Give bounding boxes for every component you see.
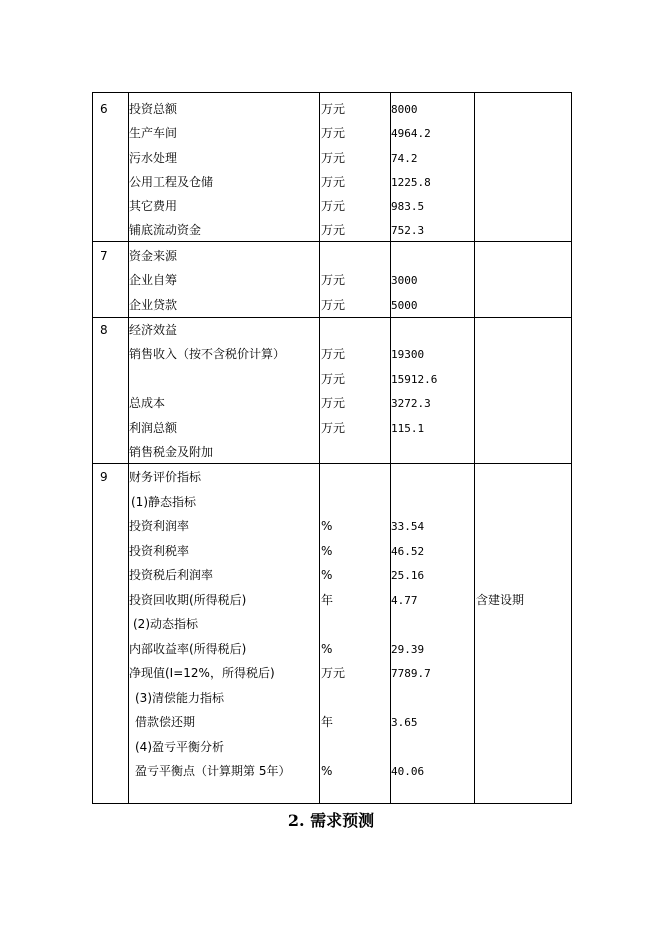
item-label: 财务评价指标 — [129, 470, 202, 484]
unit: 万元 — [321, 102, 346, 116]
unit: 万元 — [321, 421, 346, 435]
unit: 万元 — [321, 151, 346, 165]
item-label: 净现值(I=12%，所得税后) — [129, 666, 275, 680]
column-divider — [319, 93, 320, 803]
item-label: 投资利税率 — [129, 544, 190, 558]
value: 29.39 — [391, 643, 425, 656]
row-number: 8 — [100, 323, 108, 337]
value: 3272.3 — [391, 397, 431, 410]
value: 115.1 — [391, 422, 425, 435]
item-label: 企业贷款 — [129, 298, 178, 312]
item-label: 投资回收期(所得税后) — [129, 593, 247, 607]
unit: 万元 — [321, 298, 346, 312]
unit: % — [321, 519, 333, 533]
value: 3000 — [391, 274, 418, 287]
item-label: 公用工程及仓储 — [129, 175, 214, 189]
item-label: 生产车间 — [129, 126, 178, 140]
row-group-divider — [93, 463, 571, 464]
row-number: 9 — [100, 470, 108, 484]
item-label: (1)静态指标 — [131, 495, 196, 509]
item-label: (3)清偿能力指标 — [135, 691, 224, 705]
value: 8000 — [391, 103, 418, 116]
value: 19300 — [391, 348, 425, 361]
value: 1225.8 — [391, 176, 431, 189]
item-label: 投资总额 — [129, 102, 178, 116]
unit: 年 — [321, 593, 334, 607]
unit: 万元 — [321, 372, 346, 386]
value: 15912.6 — [391, 373, 438, 386]
note: 含建设期 — [476, 593, 525, 607]
value: 74.2 — [391, 152, 418, 165]
item-label: 盈亏平衡点（计算期第 5年） — [135, 764, 291, 778]
unit: % — [321, 642, 333, 656]
item-label: 销售税金及附加 — [129, 445, 214, 459]
item-label: (4)盈亏平衡分析 — [135, 740, 224, 754]
item-label: 企业自筹 — [129, 273, 178, 287]
unit: % — [321, 568, 333, 582]
row-number: 6 — [100, 102, 108, 116]
unit: 万元 — [321, 199, 346, 213]
value: 4964.2 — [391, 127, 431, 140]
item-label: 销售收入（按不含税价计算） — [129, 347, 286, 361]
item-label: 投资利润率 — [129, 519, 190, 533]
item-label: 资金来源 — [129, 249, 178, 263]
item-label: (2)动态指标 — [133, 617, 198, 631]
section-heading: 2. 需求预测 — [287, 811, 375, 830]
value: 7789.7 — [391, 667, 431, 680]
item-label: 借款偿还期 — [135, 715, 196, 729]
item-label: 经济效益 — [129, 323, 178, 337]
unit: 万元 — [321, 273, 346, 287]
unit: % — [321, 764, 333, 778]
item-label: 总成本 — [129, 396, 166, 410]
item-label: 投资税后利润率 — [129, 568, 214, 582]
row-number: 7 — [100, 249, 108, 263]
value: 25.16 — [391, 569, 425, 582]
item-label: 污水处理 — [129, 151, 178, 165]
economic-indicators-table — [92, 92, 572, 804]
unit: % — [321, 544, 333, 558]
value: 33.54 — [391, 520, 425, 533]
row-group-divider — [93, 317, 571, 318]
unit: 万元 — [321, 126, 346, 140]
value: 40.06 — [391, 765, 425, 778]
item-label: 铺底流动资金 — [129, 223, 202, 237]
unit: 万元 — [321, 223, 346, 237]
unit: 年 — [321, 715, 334, 729]
value: 983.5 — [391, 200, 425, 213]
unit: 万元 — [321, 666, 346, 680]
item-label: 利润总额 — [129, 421, 178, 435]
column-divider — [474, 93, 475, 803]
value: 752.3 — [391, 224, 425, 237]
value: 46.52 — [391, 545, 425, 558]
value: 5000 — [391, 299, 418, 312]
item-label: 其它费用 — [129, 199, 178, 213]
value: 4.77 — [391, 594, 418, 607]
item-label: 内部收益率(所得税后) — [129, 642, 247, 656]
unit: 万元 — [321, 396, 346, 410]
unit: 万元 — [321, 175, 346, 189]
value: 3.65 — [391, 716, 418, 729]
unit: 万元 — [321, 347, 346, 361]
row-group-divider — [93, 241, 571, 242]
